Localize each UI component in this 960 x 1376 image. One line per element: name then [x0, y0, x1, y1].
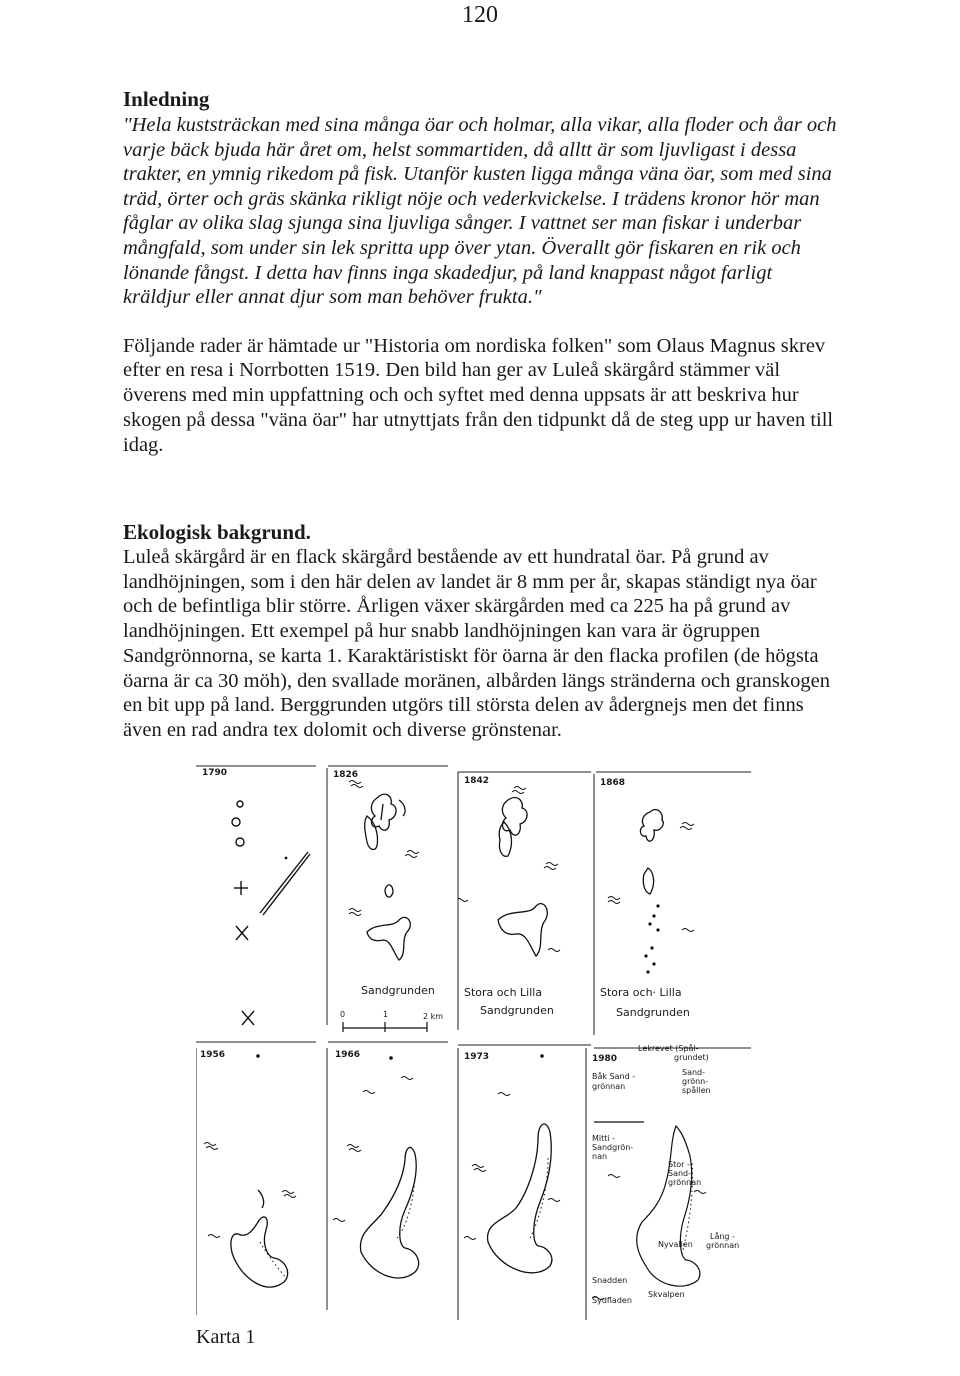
intro-section	[123, 87, 843, 457]
page-number: 120	[462, 2, 498, 28]
label-lekrevet: Lekrevet (Spål-	[638, 1044, 699, 1053]
year-label: 1826	[333, 770, 359, 780]
ecology-paragraph: Luleå skärgård är en flack skärgård bestående av ett hundratal öar. På grund av landhöjningen, som i den här delen av landet är 8 mm per år, skapas ständigt nya öar och de befintliga blir större. Årligen växer skärgården med ca 225 ha på grund av landhöjningen. Ett exempel på hur snabb landhöjningen kan vara är ögruppen Sandgrönnorna, se karta 1. Karaktäristiskt för öarna är den flacka profilen (de högsta öarna är ca 30 möh), den svallade moränen, albården längs stränderna och granskogen en bit upp på land. Berggrunden utgörs till största delen av ådergnejs men det finns även en rad andra tex dolomit och diverse grönstenar.	[123, 546, 830, 741]
label-lang: Lång -	[710, 1232, 735, 1241]
map-panel-1966	[327, 1042, 458, 1320]
map-panel-1956	[196, 1042, 327, 1320]
map-1966-islands	[327, 1042, 458, 1320]
label-spallen: spållen	[682, 1086, 711, 1095]
map-label-stora-lilla: Stora och Lilla	[464, 986, 543, 999]
map-panel-1973	[458, 1042, 586, 1320]
year-label: 1842	[464, 776, 490, 786]
label-bak-gronnan: grönnan	[592, 1082, 626, 1091]
map-label-sandgrunden: Sandgrunden	[616, 1006, 690, 1019]
map-panel-1826	[327, 760, 458, 1040]
label-mitti-nan: nan	[592, 1152, 608, 1161]
label-mitti-sandgron: Sandgrön-	[592, 1143, 634, 1152]
intro-paragraph: Följande rader är hämtade ur "Historia om nordiska folken" som Olaus Magnus skrev efter en resa i Norrbotten 1519. Den bild han ger av Luleå skärgård stämmer väl överens med min uppfattning och och syftet med denna uppsats är att beskriva hur skogen på dessa "väna öar" har utnyttjats från den tidpunkt då de steg upp ur haven till idag.	[123, 334, 834, 456]
map-1956-islands	[196, 1042, 327, 1320]
label-gronn: grönn-	[682, 1077, 709, 1086]
map-1973-islands	[458, 1042, 586, 1320]
ecology-heading: Ekologisk bakgrund.	[123, 520, 311, 544]
map-panel-1842	[458, 760, 594, 1040]
label-nyvallen: Nyvallen	[658, 1240, 693, 1249]
ecology-section	[123, 520, 843, 743]
map-1868-islands	[594, 760, 754, 1042]
label-sand: Sand-	[682, 1068, 706, 1077]
year-label: 1980	[592, 1054, 618, 1064]
label-sydfladen: Sydfladen	[592, 1296, 632, 1305]
year-label: 1790	[202, 768, 228, 778]
map-panel-1790	[196, 760, 326, 1040]
label-stor-sand: Sand-	[668, 1169, 692, 1178]
label-stor: Stor -	[668, 1160, 690, 1169]
label-stor-gronnan: grönnan	[668, 1178, 702, 1187]
map-panel-1868	[594, 760, 754, 1042]
label-bak-sand: Båk Sand -	[592, 1072, 636, 1081]
scale-zero: 0	[340, 1010, 346, 1019]
map-label-sandgrunden: Sandgrunden	[361, 984, 435, 997]
map-caption: Karta 1	[196, 1326, 256, 1348]
year-label: 1956	[200, 1050, 226, 1060]
label-lang-gronnan: grönnan	[706, 1241, 740, 1250]
label-skvalpen: Skvalpen	[648, 1290, 685, 1299]
map-1790-symbols	[196, 760, 326, 1040]
map-1826-islands	[327, 760, 458, 1040]
olaus-magnus-quote: "Hela kuststräckan med sina många öar och holmar, alla vikar, alla floder och åar och varje bäck bjuda här året om, helst sommartiden, då alltt är som ljuvligast i dessa trakter, en ymnig rikedom på fisk. Utanför kusten ligga många väna öar, som med sina träd, örter och gräs skänka rikligt nöje och vederkvickelse. I trädens kronor hör man fåglar av olika slag sjunga sina ljuvliga sånger. I vattnet ser man fiskar i underbar mångfald, som under sin lek spritta upp över ytan. Överallt gör fiskaren en rik och lönande fångst. I detta hav finns inga skadedjur, på land knappast något farligt kräldjur eller annat djur som man behöver frukta."	[123, 114, 837, 309]
label-mitti: Mitti -	[592, 1134, 616, 1143]
map-label-stora-lilla: Stora och· Lilla	[600, 986, 682, 999]
year-label: 1868	[600, 778, 626, 788]
scale-two-km: 2 km	[423, 1012, 444, 1021]
map-panel-1980	[586, 1042, 756, 1320]
year-label: 1973	[464, 1052, 490, 1062]
year-label: 1966	[335, 1050, 361, 1060]
sandgronnorna-map-figure	[196, 760, 756, 1320]
label-snadden: Snadden	[592, 1276, 628, 1285]
map-label-sandgrunden: Sandgrunden	[480, 1004, 554, 1017]
scale-one: 1	[383, 1010, 389, 1019]
label-spalgrundet: grundet)	[674, 1053, 709, 1062]
intro-heading: Inledning	[123, 87, 210, 111]
